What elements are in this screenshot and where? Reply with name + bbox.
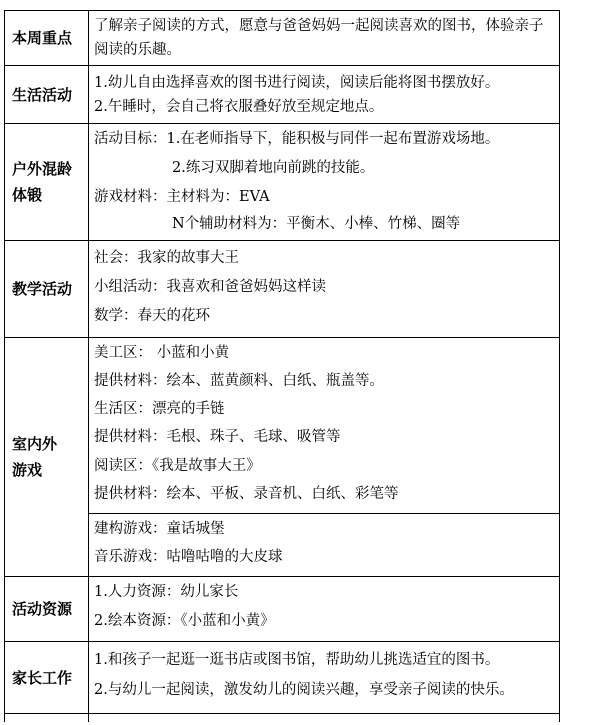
indoor-area-content — [89, 338, 560, 514]
next-row-partial — [5, 714, 560, 723]
focus-content — [89, 11, 560, 66]
teaching-item-3: 数学：春天的花环 — [94, 307, 210, 324]
resources-item-1: 1.人力资源：幼儿家长 — [94, 584, 239, 600]
teaching-content — [89, 241, 560, 338]
focus-row — [5, 11, 560, 66]
teaching-row — [5, 241, 560, 338]
parents-item-2: 2.与幼儿一起阅读，激发幼儿的阅读兴趣，享受亲子阅读的快乐。 — [94, 681, 514, 698]
indoor-heading — [5, 338, 89, 577]
next-row-content-cell — [89, 714, 560, 723]
resources-row — [5, 577, 560, 642]
resources-item-2: 2.绘本资源：《小蓝和小黄》 — [94, 613, 275, 629]
weekly-plan-table — [4, 10, 560, 722]
outdoor-row — [5, 124, 560, 241]
indoor-heading-line-1: 室内外 — [12, 435, 58, 453]
teaching-heading-text: 教学活动 — [12, 280, 73, 298]
parents-heading-text: 家长工作 — [12, 668, 73, 687]
indoor-games-content — [89, 514, 560, 577]
indoor-heading-line-2: 游戏 — [12, 461, 43, 479]
indoor-area-item-4: 提供材料：毛根、珠子、毛球、吸管等 — [94, 429, 341, 445]
life-item-1: 1.幼儿自由选择喜欢的图书进行阅读，阅读后能将图书摆放好。 — [94, 74, 500, 91]
indoor-row — [5, 338, 560, 514]
life-content — [89, 66, 560, 124]
teaching-item-2: 小组活动：我喜欢和爸爸妈妈这样读 — [94, 278, 326, 295]
next-row-heading-cell — [5, 714, 89, 723]
indoor-games-row — [5, 514, 560, 577]
focus-heading-text: 本周重点 — [12, 29, 73, 47]
indoor-game-item-2: 音乐游戏：咕噜咕噜的大皮球 — [94, 549, 283, 565]
parents-row — [5, 642, 560, 714]
focus-heading — [5, 11, 89, 66]
indoor-area-item-3: 生活区：漂亮的手链 — [94, 401, 225, 417]
life-heading — [5, 66, 89, 124]
resources-heading-text: 活动资源 — [12, 600, 73, 618]
outdoor-heading — [5, 124, 89, 241]
indoor-area-item-6: 提供材料：绘本、平板、录音机、白纸、彩笔等 — [94, 486, 399, 502]
outdoor-content — [89, 124, 560, 241]
indoor-area-item-5: 阅读区：《我是故事大王》 — [94, 458, 261, 474]
indoor-area-item-2: 提供材料：绘本、蓝黄颜料、白纸、瓶盖等。 — [94, 373, 384, 389]
indoor-game-item-1: 建构游戏：童话城堡 — [94, 521, 225, 537]
life-heading-text: 生活活动 — [12, 85, 73, 104]
parents-content — [89, 642, 560, 714]
outdoor-material-2: N个辅助材料为：平衡木、小棒、竹梯、圈等 — [172, 216, 461, 232]
outdoor-heading-line-1: 户外混龄 — [12, 160, 73, 178]
life-row — [5, 66, 560, 124]
teaching-item-1: 社会：我家的故事大王 — [94, 249, 239, 266]
teaching-heading — [5, 241, 89, 338]
life-item-2: 2.午睡时，会自己将衣服叠好放至规定地点。 — [94, 98, 384, 115]
outdoor-goal-1: 活动目标：1.在老师指导下，能积极与同伴一起布置游戏场地。 — [94, 131, 500, 147]
resources-heading — [5, 577, 89, 642]
resources-content — [89, 577, 560, 642]
focus-text: 了解亲子阅读的方式，愿意与爸爸妈妈一起阅读喜欢的图书，体验亲子阅读的乐趣。 — [94, 18, 544, 58]
outdoor-material-1: 游戏材料：主材料为：EVA — [94, 189, 270, 205]
outdoor-goal-2: 2.练习双脚着地向前跳的技能。 — [172, 160, 375, 176]
parents-heading — [5, 642, 89, 714]
outdoor-heading-line-2: 体锻 — [12, 186, 43, 204]
parents-item-1: 1.和孩子一起逛一逛书店或图书馆，帮助幼儿挑选适宜的图书。 — [94, 651, 500, 668]
indoor-area-item-1: 美工区： 小蓝和小黄 — [94, 345, 230, 361]
